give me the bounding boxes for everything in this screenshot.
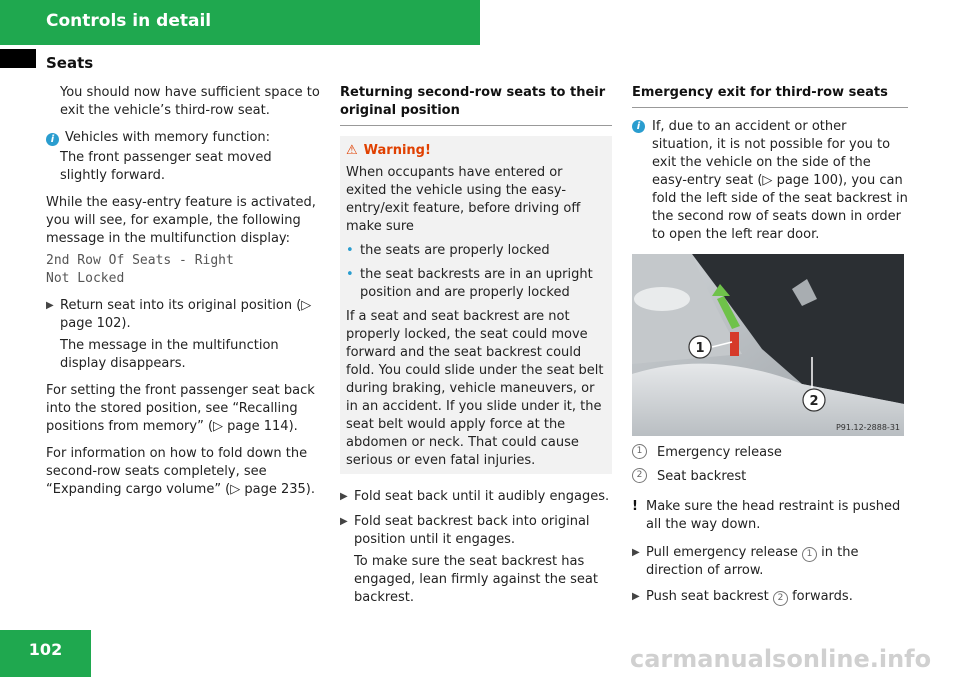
step [632, 544, 908, 580]
chapter-title: Controls in detail [46, 11, 212, 31]
seat-photo [632, 254, 904, 436]
paragraph: While the easy-entry feature is activated, you will see, for example, the following message in the multifunction display: [46, 195, 316, 246]
step-text: Fold seat back until it audibly engages. [354, 489, 610, 504]
column-3 [632, 84, 908, 606]
warning-title [346, 142, 606, 160]
number-badge: 1 [802, 547, 817, 562]
section-title: Seats [46, 54, 94, 72]
section-marker [0, 49, 36, 68]
step-note: To make sure the seat backrest has engaged, lean firmly against the seat backrest. [354, 554, 598, 605]
legend-text: Seat backrest [657, 469, 747, 484]
paragraph: For information on how to fold down the second-row seats completely, see “Expanding cargo volume” (▷ page 235). [46, 446, 316, 497]
step [340, 513, 612, 549]
headrest [634, 287, 690, 311]
page-number: 102 [28, 640, 63, 659]
number-badge: 2 [773, 591, 788, 606]
legend-text: Emergency release [657, 445, 782, 460]
display-line: Not Locked [46, 271, 125, 286]
step [340, 488, 612, 506]
step-text: Pull emergency release [646, 545, 798, 560]
info-text: The front passenger seat moved slightly forward. [60, 150, 272, 183]
exclamation-icon: ! [632, 499, 638, 514]
heading: Returning second-row seats to their original position [340, 85, 606, 118]
info-note [632, 118, 908, 244]
legend-item [632, 444, 908, 462]
photo-code: P91.12-2888-31 [835, 423, 900, 432]
warning-bullet [346, 266, 606, 302]
watermark: carmanualsonline.info [630, 645, 932, 673]
paragraph: You should now have sufficient space to exit the vehicle’s third-row seat. [60, 85, 320, 118]
heading-block [632, 84, 908, 108]
warning-bullet [346, 242, 606, 260]
number-badge: 1 [632, 444, 647, 459]
triangle-bullet-icon: ▶ [340, 516, 348, 527]
info-text: If, due to an accident or other situation, it is not possible for you to exit the vehicle on the side of the easy-entry seat (▷ page 100), you can fold the left side of the seat backrest in the second row of seats down in order to open the left rear door. [652, 119, 908, 242]
step [46, 297, 322, 333]
triangle-bullet-icon: ▶ [340, 491, 348, 502]
heading-block [340, 84, 612, 126]
release-lever [730, 332, 739, 356]
info-icon: i [46, 133, 59, 146]
warning-intro: When occupants have entered or exited the vehicle using the easy-entry/exit feature, before driving off make sure [346, 165, 581, 234]
bullet-dot-icon: • [346, 243, 354, 258]
warning-triangle-icon: ⚠ [346, 143, 358, 158]
display-message [46, 252, 322, 288]
info-note [46, 129, 322, 147]
callout-2-label: 2 [809, 394, 819, 409]
callout-1-label: 1 [695, 341, 705, 356]
warning-body: If a seat and seat backrest are not properly locked, the seat could move forward and the seat backrest could fold. You could slide under the seat belt during braking, vehicle maneuvers, or in an accident. If you slide under it, the seat belt would apply force at the abdomen or neck. That could cause serious or even fatal injuries. [346, 309, 604, 468]
step [632, 588, 908, 606]
step-text: Return seat into its original position (▷ page 102). [60, 298, 312, 331]
info-icon: i [632, 120, 645, 133]
info-lead: Vehicles with memory function: [65, 130, 271, 145]
step-note: The message in the multifunction display disappears. [60, 338, 279, 371]
step-text: Fold seat backrest back into original position until it engages. [354, 514, 590, 547]
warning-title-text: Warning! [363, 143, 431, 158]
triangle-bullet-icon: ▶ [46, 300, 54, 311]
bullet-text: the seat backrests are in an upright position and are properly locked [360, 267, 593, 300]
step-text: Push seat backrest [646, 589, 769, 604]
bullet-dot-icon: • [346, 267, 354, 282]
triangle-bullet-icon: ▶ [632, 591, 640, 602]
column-1 [46, 84, 322, 508]
legend-item [632, 468, 908, 486]
bullet-text: the seats are properly locked [360, 243, 550, 258]
paragraph: For setting the front passenger seat back into the stored position, see “Recalling positions from memory” (▷ page 114). [46, 383, 315, 434]
number-badge: 2 [632, 468, 647, 483]
caution-note [632, 498, 908, 534]
heading: Emergency exit for third-row seats [632, 85, 888, 100]
triangle-bullet-icon: ▶ [632, 547, 640, 558]
warning-box [340, 136, 612, 474]
display-line: 2nd Row Of Seats - Right [46, 253, 234, 268]
step-text: forwards. [792, 589, 853, 604]
column-2 [340, 84, 612, 616]
step-text: in the direction of arrow. [646, 545, 859, 578]
note-text: Make sure the head restraint is pushed all the way down. [646, 499, 901, 532]
